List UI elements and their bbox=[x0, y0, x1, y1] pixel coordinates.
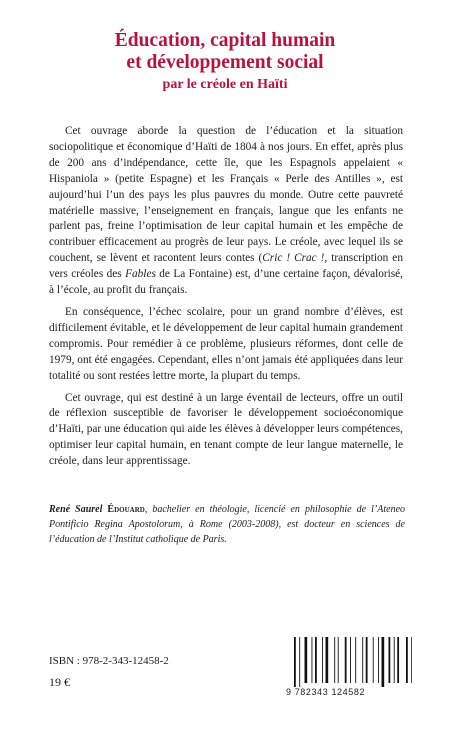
barcode-bars bbox=[290, 637, 412, 687]
book-subtitle: par le créole en Haïti bbox=[162, 77, 288, 92]
summary-paragraph-1-part-a: Cet ouvrage aborde la question de l’éducation et la situation sociopolitique et économique d’Haïti de 1804 à nos jours. En effet, après plus de 200 ans d’indépendance, cette île, que les Espagnols appelaient « Hispaniola » (petite Espagne) et les Français « Perle des Antilles », est aujourd’hui l’un des pays les plus pauvres du monde. Outre cette pauvreté matérielle massive, l’enseignement en français, langue que les enfants ne parlent pas, freine l’optimisation de leur capital humain et les empêche de contribuer efficacement au progrès de leur pays. Le créole, avec lequel ils se couchent, se lèvent et racontent leurs contes ( bbox=[49, 125, 403, 265]
author-first-names: René Saurel bbox=[49, 504, 108, 515]
back-cover-summary bbox=[49, 124, 403, 476]
summary-paragraph-1 bbox=[49, 124, 403, 299]
author-surname: Édouard bbox=[107, 504, 145, 515]
book-title-line-2: et développement social bbox=[126, 52, 324, 73]
fables-title: Fables bbox=[125, 268, 156, 281]
cric-crac-title: Cric ! Crac ! bbox=[262, 252, 325, 265]
price-label: 19 € bbox=[49, 675, 70, 689]
barcode-digits: 9 782343 124582 bbox=[286, 687, 366, 697]
summary-paragraph-1-part-b: , transcription en vers créoles des bbox=[49, 252, 403, 281]
book-title-line-1: Éducation, capital humain bbox=[114, 30, 336, 51]
summary-paragraph-1-part-c: de La Fontaine) est, d’une certaine façon, dévalorisé, à l’école, au profit du français. bbox=[49, 268, 404, 297]
summary-paragraph-2: En conséquence, l’échec scolaire, pour un grand nombre d’élèves, est difficilement évitable, et le développement de leur capital humain grandement compromis. Pour remédier à ce problème, plusieurs réformes, dont celle de 1979, ont été engagées. Cependant, elles n’ont jamais été appliquées dans leur totalité ou sont restées lettre morte, la plupart du temps. bbox=[49, 305, 403, 382]
title-block bbox=[0, 30, 450, 94]
isbn-label: ISBN : 978-2-343-12458-2 bbox=[49, 655, 169, 667]
summary-paragraph-3: Cet ouvrage, qui est destiné à un large éventail de lecteurs, offre un outil de réflexion susceptible de favoriser le développement socioéconomique d’Haïti, par une éducation qui aide les élèves à développer leurs compétences, optimiser leur capital humain, en tenant compte de leur langue maternelle, le créole, dans leur apprentissage. bbox=[49, 391, 403, 468]
author-bio-text: , bachelier en théologie, licencié en philosophie de l’Ateneo Pontificio Regina Apostolorum, à Rome (2003-2008), est docteur en sciences de l’éducation de l’Institut catholique de Paris. bbox=[49, 504, 406, 545]
author-bio bbox=[49, 502, 405, 547]
